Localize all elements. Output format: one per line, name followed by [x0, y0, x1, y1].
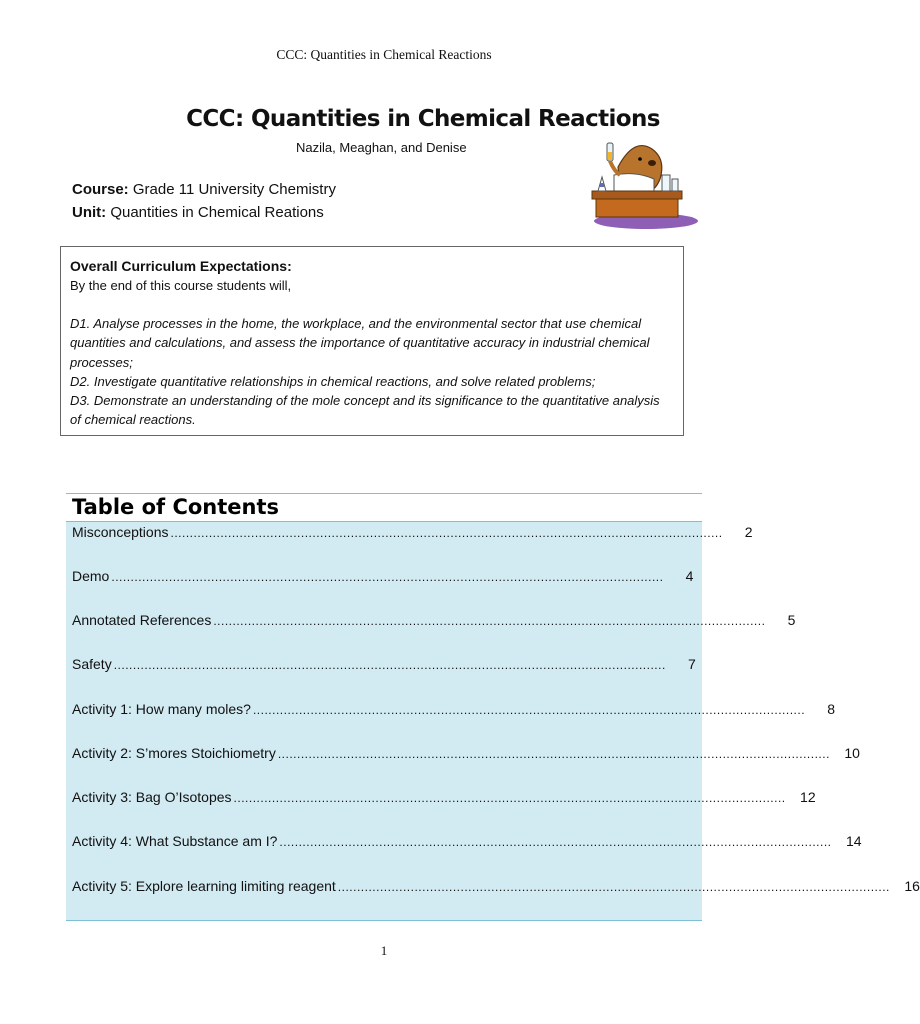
- toc-entry-activity-1[interactable]: [72, 701, 836, 723]
- expectation-d1: D1. Analyse processes in the home, the workplace, and the environmental sector that use chemical quantities and calculations, and assess the importance of quantitative accuracy in industrial chemical processes;: [70, 316, 650, 370]
- expectations-title: Overall Curriculum Expectations:: [70, 258, 292, 274]
- toc-entry-label: Activity 2: S’mores Stoichiometry: [72, 745, 276, 761]
- beaver-chemist-illustration: [574, 137, 702, 233]
- toc-leader-dots: ................................................................................................................................................: [113, 658, 666, 672]
- toc-leader-dots: ................................................................................................................................................: [233, 791, 786, 805]
- toc-leader-dots: ................................................................................................................................................: [213, 614, 766, 628]
- toc-entry-page: 16: [904, 878, 920, 894]
- toc-entry-label: Demo: [72, 568, 110, 584]
- toc-leader-dots: ................................................................................................................................................: [252, 703, 806, 717]
- toc-entry-label: Activity 1: How many moles?: [72, 701, 251, 717]
- course-label: Course:: [72, 181, 129, 198]
- toc-entry-label: Activity 3: Bag O’Isotopes: [72, 789, 232, 805]
- running-header: CCC: Quantities in Chemical Reactions: [276, 47, 492, 62]
- toc-entry-page: 7: [688, 656, 696, 672]
- page-number: 1: [380, 943, 388, 958]
- document-title: CCC: Quantities in Chemical Reactions: [186, 106, 660, 132]
- toc-entry-page: 10: [844, 745, 860, 761]
- curriculum-expectations-box: [60, 246, 684, 436]
- unit-value: Quantities in Chemical Reations: [110, 204, 324, 221]
- toc-entry-label: Safety: [72, 656, 112, 672]
- toc-entry-misconceptions[interactable]: [72, 524, 753, 546]
- toc-entry-label: Misconceptions: [72, 524, 169, 540]
- toc-entry-page: 14: [845, 833, 862, 849]
- toc-entry-annotated-references[interactable]: [72, 612, 796, 634]
- toc-leader-dots: ................................................................................................................................................: [337, 880, 890, 894]
- toc-entry-page: 4: [685, 568, 694, 584]
- toc-leader-dots: ................................................................................................................................................: [279, 835, 832, 849]
- toc-entry-safety[interactable]: [72, 656, 696, 678]
- toc-entry-page: 8: [827, 701, 836, 717]
- table-of-contents: [66, 493, 920, 921]
- toc-entry-activity-5[interactable]: [72, 878, 920, 900]
- toc-entry-page: 5: [787, 612, 796, 628]
- expectations-intro: By the end of this course students will,: [70, 278, 292, 293]
- toc-leader-dots: ................................................................................................................................................: [277, 747, 830, 761]
- unit-line: [72, 204, 324, 221]
- toc-entry-activity-3[interactable]: [72, 789, 816, 811]
- authors: Nazila, Meaghan, and Denise: [296, 140, 467, 155]
- toc-entry-label: Annotated References: [72, 612, 212, 628]
- toc-heading: Table of Contents: [66, 494, 702, 522]
- toc-entry-demo[interactable]: [72, 568, 694, 590]
- toc-entry-page: 12: [800, 789, 816, 805]
- unit-label: Unit:: [72, 204, 107, 221]
- toc-entry-label: Activity 5: Explore learning limiting reagent: [72, 878, 336, 894]
- course-line: [72, 181, 336, 198]
- toc-leader-dots: ................................................................................................................................................: [170, 526, 723, 540]
- toc-entry-label: Activity 4: What Substance am I?: [72, 833, 278, 849]
- course-value: Grade 11 University Chemistry: [132, 181, 336, 198]
- toc-entry-page: 2: [744, 524, 753, 540]
- toc-leader-dots: ................................................................................................................................................: [111, 570, 664, 584]
- toc-entry-activity-2[interactable]: [72, 745, 860, 767]
- expectation-d3: D3. Demonstrate an understanding of the mole concept and its significance to the quantitative analysis of chemical reactions.: [70, 393, 660, 428]
- toc-entry-activity-4[interactable]: [72, 833, 862, 855]
- expectation-d2: D2. Investigate quantitative relationships in chemical reactions, and solve related problems;: [70, 373, 596, 389]
